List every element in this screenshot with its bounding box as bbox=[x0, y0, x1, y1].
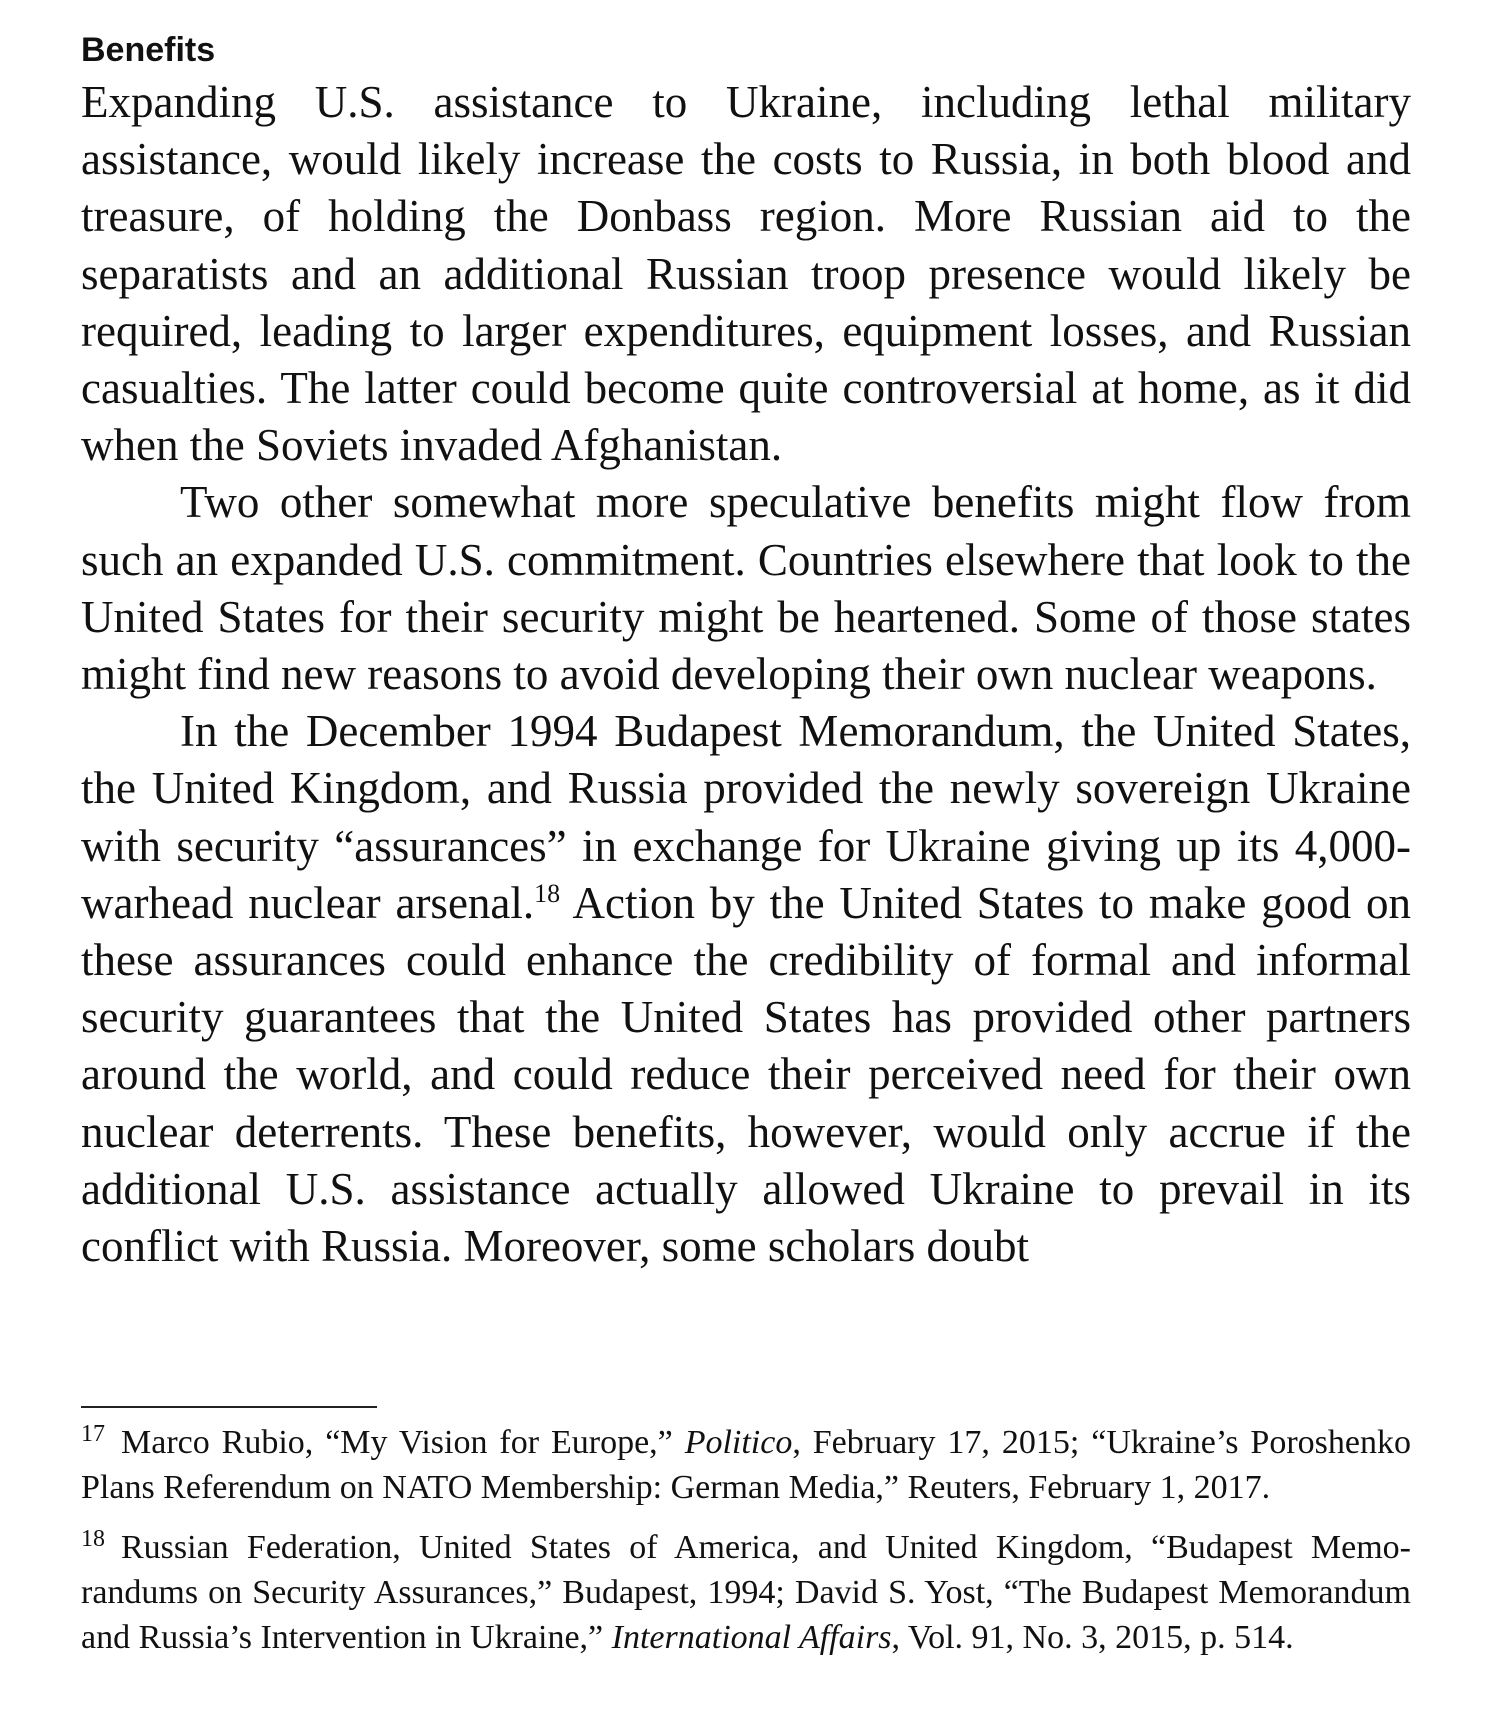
body-text bbox=[81, 74, 1411, 1275]
footnote-italic-title: International Affairs bbox=[611, 1619, 892, 1656]
section-heading: Benefits bbox=[81, 31, 216, 69]
paragraph-3-text-a: In the December 1994 Budapest Memorandum, the United States, the United Kingdom, and Russia provided the newly sovereign Ukraine with security “assurances” in exchange for Ukraine giving up its 4,000-warhead nuclear arsenal. bbox=[81, 706, 1411, 928]
footnote-17 bbox=[81, 1420, 1411, 1510]
footnote-text: , February 17, 2015; “Ukraine’s Poroshenko Plans Referendum on NATO Membership: German Media,” Reuters, February 1, 2017. bbox=[81, 1424, 1411, 1506]
footnote-text: Marco Rubio, “My Vision for Europe,” bbox=[121, 1424, 685, 1461]
footnote-number: 17 bbox=[81, 1420, 105, 1447]
footnote-text: , Vol. 91, No. 3, 2015, p. 514. bbox=[891, 1619, 1294, 1656]
footnote-italic-title: Politico bbox=[684, 1424, 793, 1461]
page-body bbox=[81, 28, 1411, 1275]
footnote-reference-18: 18 bbox=[534, 878, 561, 908]
paragraph-3 bbox=[81, 703, 1411, 1275]
paragraph-2: Two other somewhat more speculative benefits might flow from such an expanded U.S. commitment. Countries elsewhere that look to the United States for their security might be heartened. Some of those states might find new reasons to avoid developing their own nuclear weapons. bbox=[81, 477, 1411, 700]
footnote-text: Russian Federation, United States of America, and United Kingdom, “Budapest Memorandums on Security Assurances,” Budapest, 1994; David S. Yost, “The Budapest Memorandum and Russia’s Intervention in Ukraine,” bbox=[81, 1529, 1411, 1656]
paragraph-3-text-b: Action by the United States to make good on these assurances could enhance the credibility of formal and informal security guarantees that the United States has provided other partners around the world, and could reduce their perceived need for their own nuclear deterrents. These benefits, however, would only accrue if the additional U.S. assistance actually allowed Ukraine to prevail in its conflict with Russia. Moreover, some scholars doubt bbox=[81, 877, 1411, 1272]
footnotes bbox=[81, 1420, 1411, 1675]
footnote-18 bbox=[81, 1525, 1411, 1660]
footnote-divider bbox=[81, 1406, 377, 1408]
footnote-number: 18 bbox=[81, 1525, 105, 1552]
paragraph-1: Expanding U.S. assistance to Ukraine, including lethal military assistance, would likely increase the costs to Russia, in both blood and treasure, of holding the Donbass region. More Russian aid to the separatists and an additional Russian troop presence would likely be required, leading to larger expenditures, equipment losses, and Russian casualties. The latter could become quite controversial at home, as it did when the Soviets invaded Afghanistan. bbox=[81, 77, 1411, 471]
